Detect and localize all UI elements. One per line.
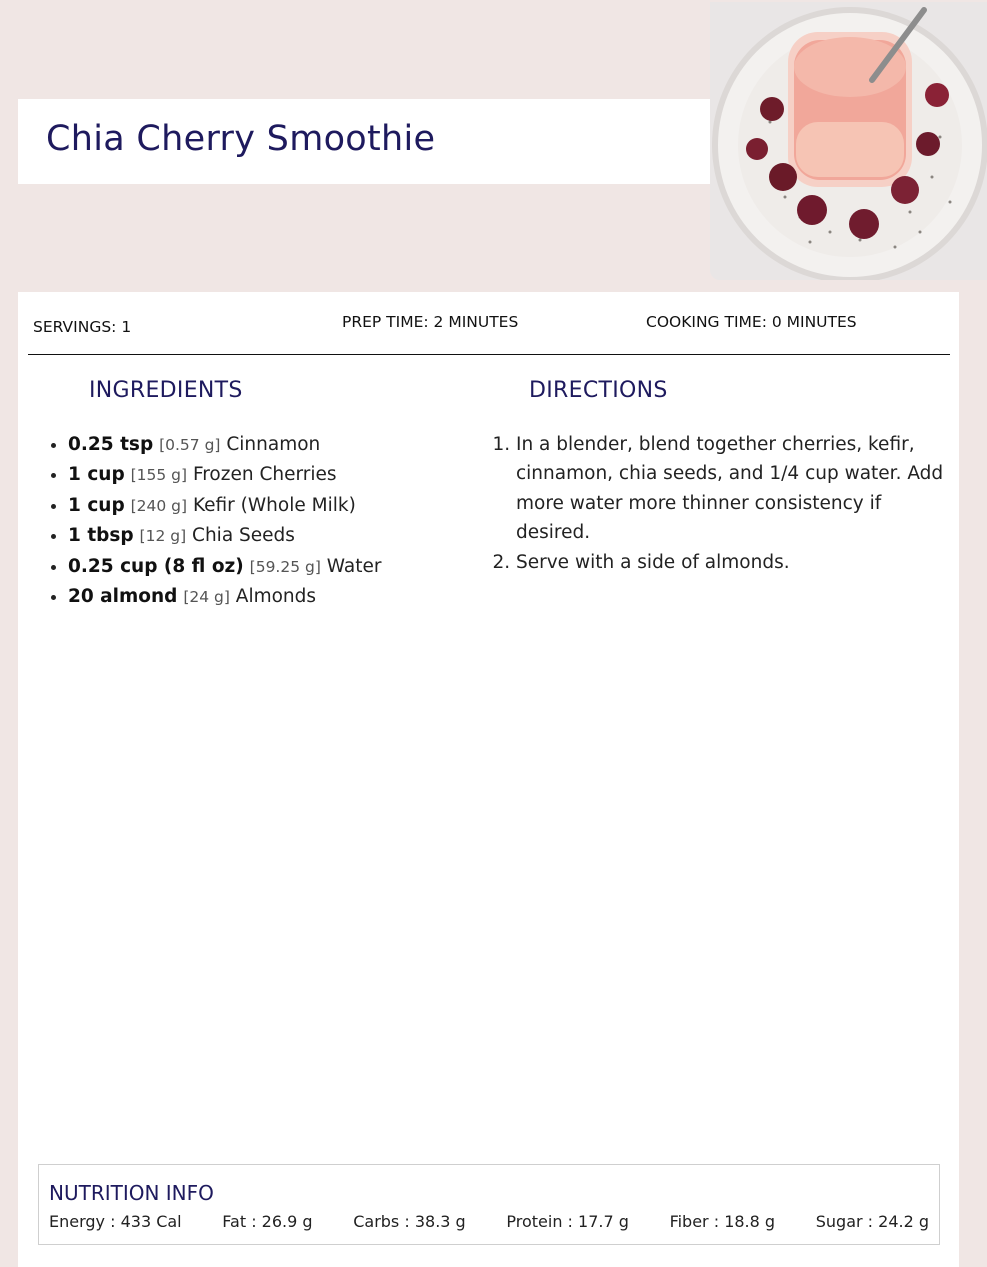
meta-divider: [28, 354, 950, 355]
nutrition-fiber: Fiber : 18.8 g: [669, 1212, 776, 1231]
servings: SERVINGS: 1: [33, 318, 132, 336]
recipe-card: [18, 292, 959, 1267]
recipe-title: Chia Cherry Smoothie: [46, 119, 436, 159]
title-banner: [18, 99, 710, 184]
ingredients-heading: INGREDIENTS: [89, 378, 243, 403]
directions-list: [488, 430, 956, 577]
list-item: • 1 tbsp [12 g] Chia Seeds: [68, 521, 381, 551]
cooking-time: COOKING TIME: 0 MINUTES: [646, 313, 857, 331]
directions-heading: DIRECTIONS: [529, 378, 668, 403]
nutrition-carbs: Carbs : 38.3 g: [353, 1212, 466, 1231]
nutrition-heading: NUTRITION INFO: [49, 1181, 214, 1205]
list-item: • 1 cup [155 g] Frozen Cherries: [68, 460, 381, 490]
list-item: 1. In a blender, blend together cherries, kefir, cinnamon, chia seeds, and 1/4 cup water. Add more water more thinner consistency if desired.: [516, 430, 956, 548]
ingredients-list: [28, 430, 381, 612]
smoothie-photo-illustration: [710, 2, 987, 280]
nutrition-values: [49, 1212, 929, 1231]
list-item: 2. Serve with a side of almonds.: [516, 548, 956, 577]
list-item: • 0.25 tsp [0.57 g] Cinnamon: [68, 430, 381, 460]
smoothie-photo: [710, 2, 987, 280]
nutrition-sugar: Sugar : 24.2 g: [815, 1212, 929, 1231]
list-item: • 0.25 cup (8 fl oz) [59.25 g] Water: [68, 552, 381, 582]
prep-time: PREP TIME: 2 MINUTES: [342, 313, 519, 331]
nutrition-energy: Energy : 433 Cal: [49, 1212, 182, 1231]
list-item: • 1 cup [240 g] Kefir (Whole Milk): [68, 491, 381, 521]
nutrition-protein: Protein : 17.7 g: [506, 1212, 629, 1231]
list-item: • 20 almond [24 g] Almonds: [68, 582, 381, 612]
nutrition-fat: Fat : 26.9 g: [222, 1212, 313, 1231]
nutrition-box: [38, 1164, 940, 1245]
